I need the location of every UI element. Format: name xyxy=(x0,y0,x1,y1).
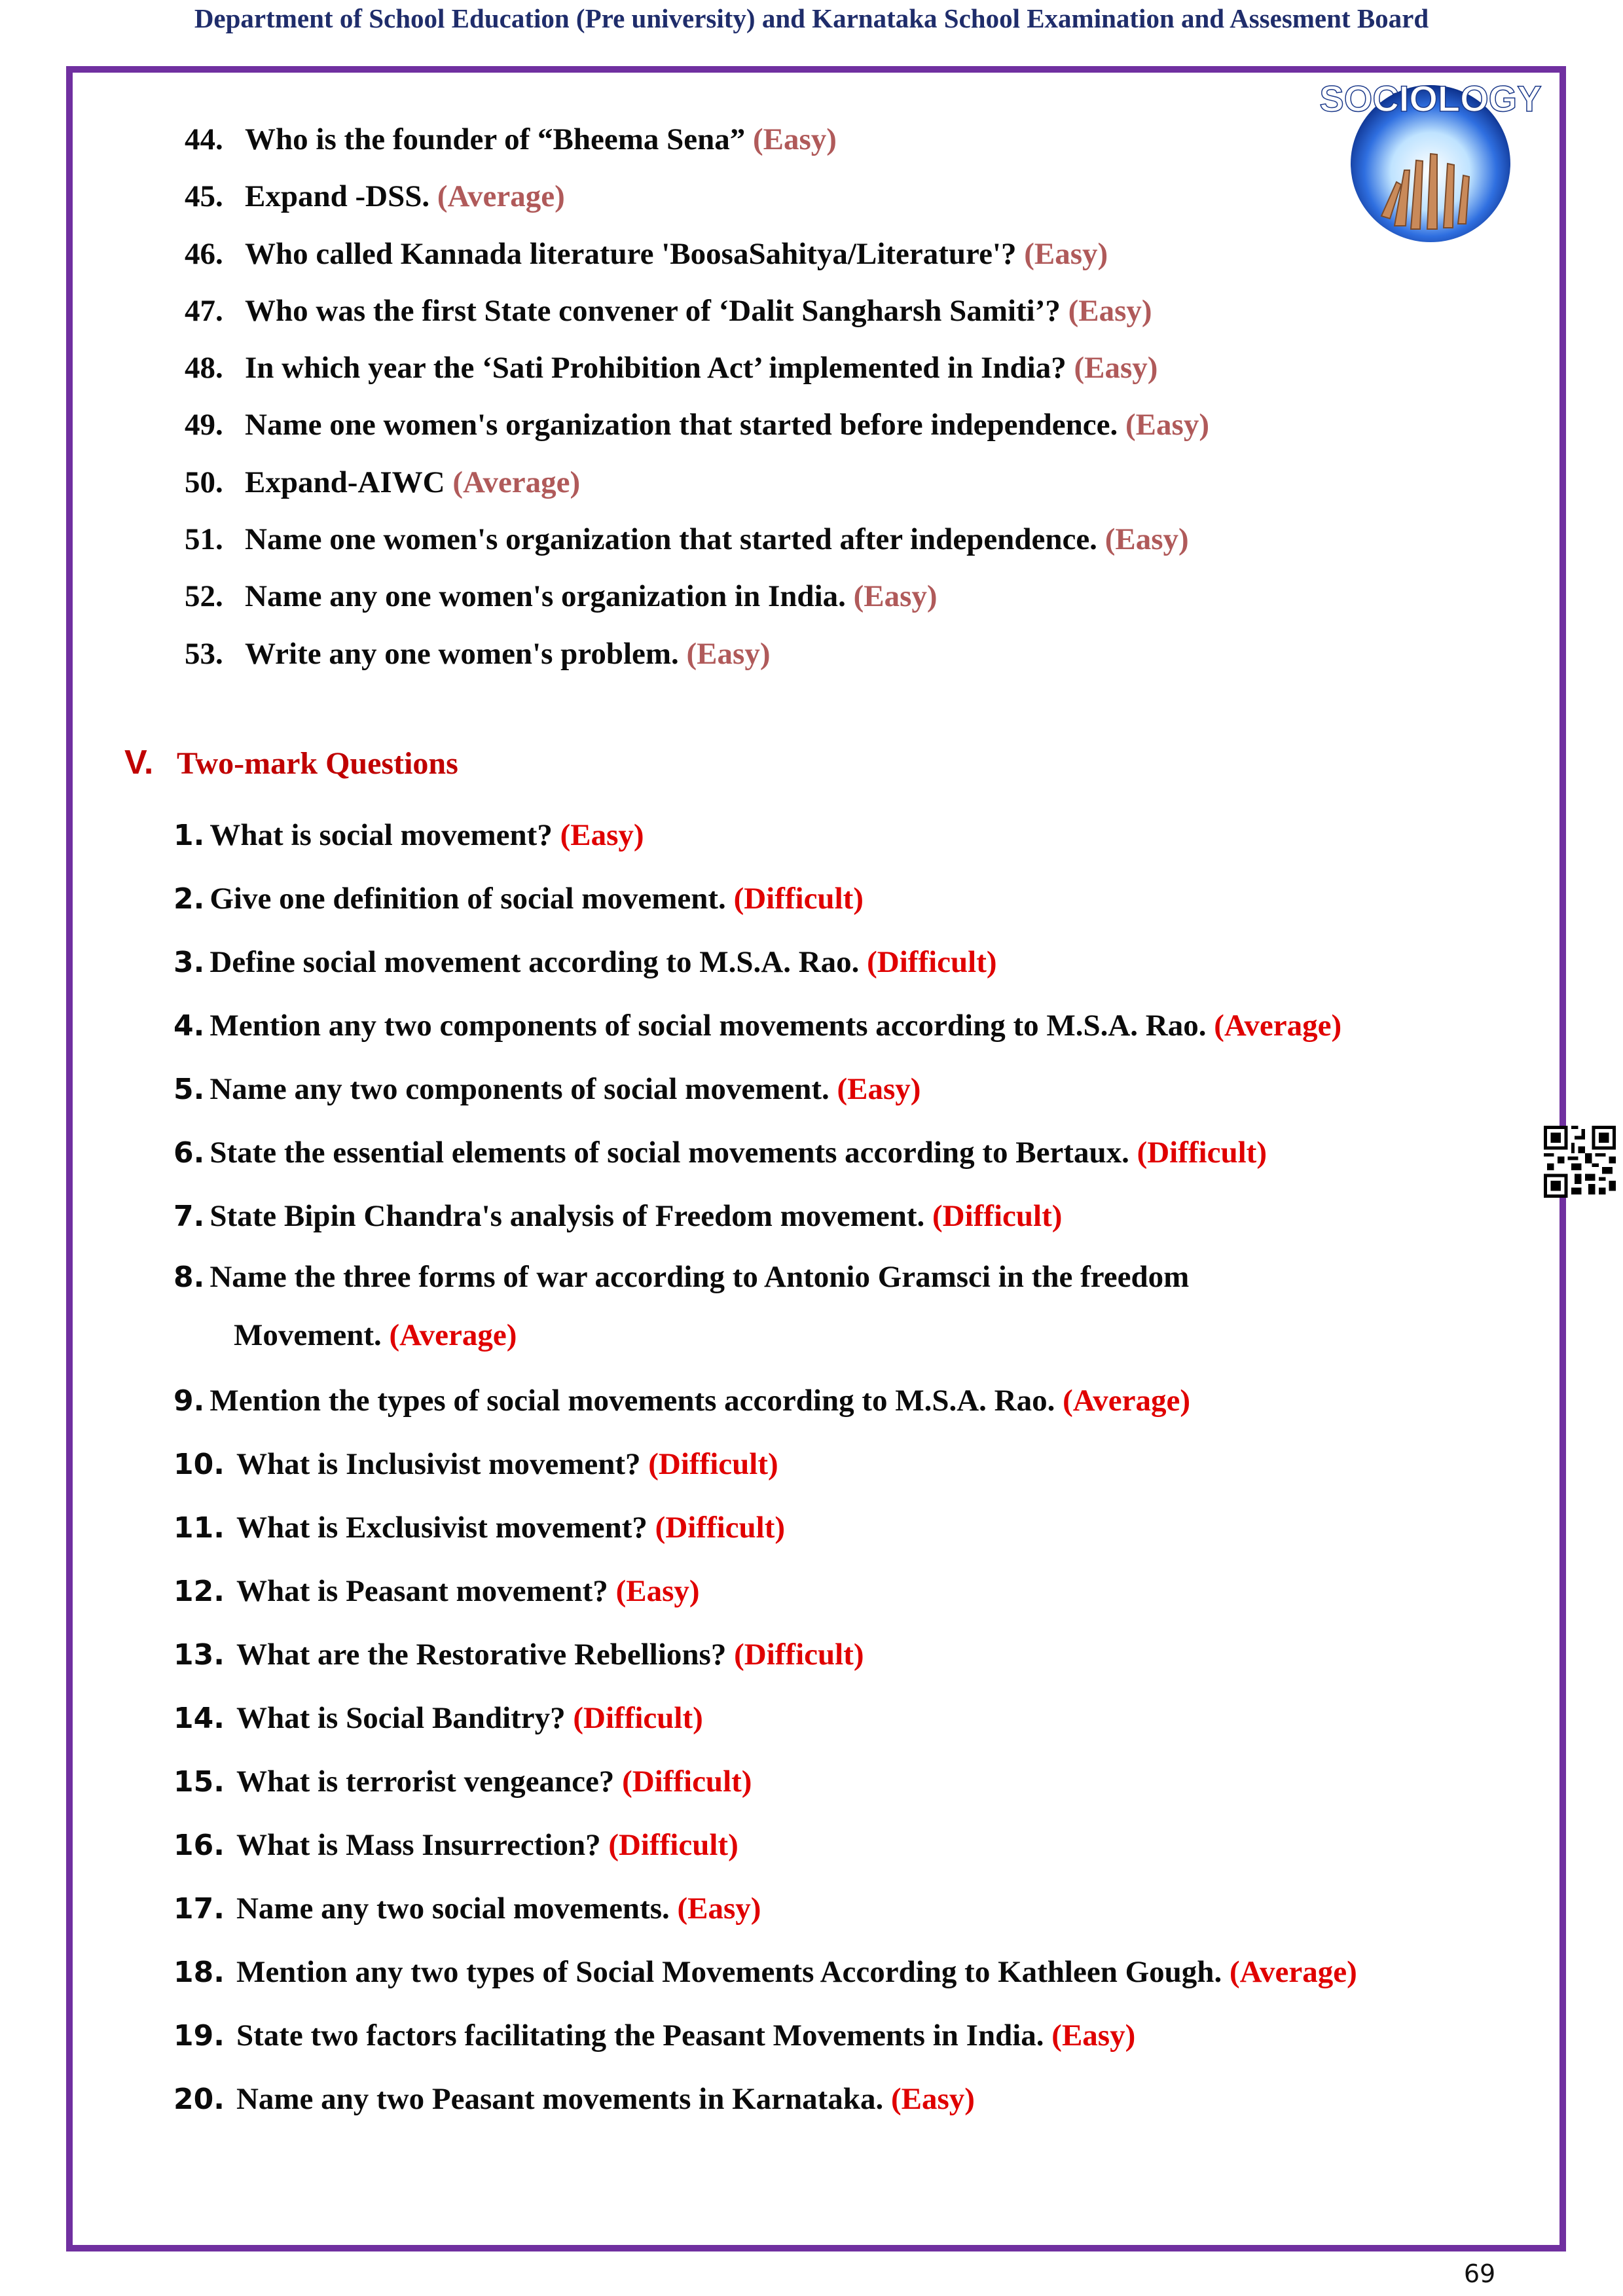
two-mark-questions-list xyxy=(173,804,1357,2131)
qr-code-icon[interactable] xyxy=(1544,1126,1616,1198)
list-item xyxy=(185,111,1209,168)
question-number: 48. xyxy=(185,351,223,386)
question-number: 1. xyxy=(173,819,205,852)
difficulty-label: (Average) xyxy=(1214,1009,1342,1043)
difficulty-label: (Easy) xyxy=(1104,522,1189,557)
question-number: 46. xyxy=(185,236,223,271)
list-item xyxy=(173,2004,1357,2068)
question-text: State the essential elements of social movements according to Bertaux. xyxy=(210,1136,1129,1170)
difficulty-label: (Easy) xyxy=(1074,351,1158,386)
list-item xyxy=(173,1185,1357,1248)
list-item xyxy=(173,1560,1357,1623)
question-number: 17. xyxy=(173,1892,225,1926)
sociology-logo xyxy=(1319,72,1542,249)
list-item xyxy=(185,511,1209,568)
question-number: 10. xyxy=(173,1448,225,1481)
difficulty-label: (Easy) xyxy=(1051,2018,1136,2053)
difficulty-label: (Difficult) xyxy=(1137,1136,1267,1170)
question-text: What is social movement? xyxy=(210,818,553,852)
difficulty-label: (Difficult) xyxy=(622,1765,752,1799)
list-item xyxy=(185,168,1209,225)
list-item xyxy=(173,1877,1357,1941)
question-text: Name one women's organization that started before independence. xyxy=(245,408,1118,442)
question-number: 49. xyxy=(185,408,223,442)
list-item xyxy=(173,1433,1357,1496)
list-item xyxy=(185,626,1209,683)
difficulty-label: (Difficult) xyxy=(733,882,864,916)
question-text-continued xyxy=(173,1306,1357,1364)
question-number: 20. xyxy=(173,2083,225,2116)
list-item xyxy=(173,931,1357,994)
difficulty-label: (Easy) xyxy=(1125,408,1209,442)
one-mark-questions-list xyxy=(185,111,1209,683)
list-item xyxy=(185,397,1209,454)
question-text: What is Inclusivist movement? xyxy=(236,1447,641,1481)
question-number: 45. xyxy=(185,179,223,214)
question-text: Who called Kannada literature 'BoosaSahitya/Literature'? xyxy=(245,236,1017,271)
difficulty-label: (Difficult) xyxy=(932,1199,1063,1233)
list-item xyxy=(185,283,1209,340)
question-number: 18. xyxy=(173,1956,225,1989)
question-number: 9. xyxy=(173,1384,205,1418)
list-item xyxy=(173,1248,1357,1369)
question-text: Name the three forms of war according to Antonio Gramsci in the freedom xyxy=(210,1260,1190,1294)
question-number: 5. xyxy=(173,1073,205,1106)
list-item xyxy=(173,1687,1357,1750)
difficulty-label: (Difficult) xyxy=(867,945,997,979)
question-number: 47. xyxy=(185,293,223,328)
question-text: Write any one women's problem. xyxy=(245,636,679,671)
question-text: In which year the ‘Sati Prohibition Act’ implemented in India? xyxy=(245,351,1067,386)
question-number: 2. xyxy=(173,882,205,916)
question-text: Mention any two components of social movements according to M.S.A. Rao. xyxy=(210,1009,1207,1043)
question-number: 7. xyxy=(173,1200,205,1233)
question-number: 4. xyxy=(173,1009,205,1043)
difficulty-label: (Difficult) xyxy=(608,1828,739,1862)
question-text: Name any two Peasant movements in Karnataka. xyxy=(236,2082,884,2116)
list-item xyxy=(173,1750,1357,1814)
question-text: Who was the first State convener of ‘Dalit Sangharsh Samiti’? xyxy=(245,293,1061,328)
question-text: What is terrorist vengeance? xyxy=(236,1765,615,1799)
question-text: What is Exclusivist movement? xyxy=(236,1511,647,1545)
difficulty-label: (Difficult) xyxy=(734,1638,864,1672)
question-number: 19. xyxy=(173,2019,225,2053)
list-item xyxy=(173,1623,1357,1687)
logo-text: SOCIOLOGY xyxy=(1319,78,1542,119)
list-item xyxy=(173,1496,1357,1560)
question-text: Mention the types of social movements according to M.S.A. Rao. xyxy=(210,1384,1055,1418)
question-text: Name any one women's organization in India. xyxy=(245,579,846,614)
question-text: Expand -DSS. xyxy=(245,179,430,214)
list-item xyxy=(173,804,1357,867)
question-number: 53. xyxy=(185,636,223,671)
list-item xyxy=(173,1814,1357,1877)
difficulty-label: (Easy) xyxy=(560,818,644,852)
question-number: 51. xyxy=(185,522,223,557)
question-text: Name any two social movements. xyxy=(236,1892,670,1926)
question-text: Give one definition of social movement. xyxy=(210,882,726,916)
question-number: 3. xyxy=(173,946,205,979)
question-number: 16. xyxy=(173,1829,225,1862)
list-item xyxy=(173,1941,1357,2004)
question-text: Name one women's organization that started after independence. xyxy=(245,522,1097,557)
difficulty-label: (Difficult) xyxy=(648,1447,778,1481)
list-item xyxy=(173,1121,1357,1185)
difficulty-label: (Easy) xyxy=(1068,293,1152,328)
page-header-title: Department of School Education (Pre university) and Karnataka School Examination and Assesment Board xyxy=(194,3,1429,33)
page-number: 69 xyxy=(1463,2259,1496,2288)
list-item xyxy=(173,2068,1357,2131)
question-number: 50. xyxy=(185,465,223,499)
list-item xyxy=(185,568,1209,625)
question-text-cont: Movement. xyxy=(234,1318,382,1352)
difficulty-label: (Difficult) xyxy=(573,1701,703,1735)
question-text: What is Social Banditry? xyxy=(236,1701,566,1735)
question-text: Define social movement according to M.S.A. Rao. xyxy=(210,945,860,979)
question-number: 13. xyxy=(173,1638,225,1672)
list-item xyxy=(173,1369,1357,1433)
difficulty-label: (Easy) xyxy=(890,2082,975,2116)
section-title: Two-mark Questions xyxy=(177,746,458,781)
question-text: What is Mass Insurrection? xyxy=(236,1828,601,1862)
difficulty-label: (Easy) xyxy=(686,636,771,671)
question-number: 44. xyxy=(185,122,223,156)
difficulty-label: (Difficult) xyxy=(655,1511,786,1545)
question-text: Name any two components of social movement. xyxy=(210,1072,830,1106)
list-item xyxy=(185,454,1209,511)
difficulty-label: (Easy) xyxy=(853,579,938,614)
question-text: State two factors facilitating the Peasant Movements in India. xyxy=(236,2018,1044,2053)
question-number: 52. xyxy=(185,579,223,614)
difficulty-label: (Average) xyxy=(452,465,581,499)
question-text: What is Peasant movement? xyxy=(236,1574,608,1608)
difficulty-label: (Average) xyxy=(389,1318,517,1352)
difficulty-label: (Average) xyxy=(1063,1384,1190,1418)
question-number: 8. xyxy=(173,1261,205,1294)
list-item xyxy=(185,340,1209,397)
list-item xyxy=(173,1058,1357,1121)
question-text: Who is the founder of “Bheema Sena” xyxy=(245,122,746,156)
list-item xyxy=(173,867,1357,931)
question-number: 6. xyxy=(173,1136,205,1170)
section-heading xyxy=(124,743,458,782)
difficulty-label: (Easy) xyxy=(752,122,837,156)
list-item xyxy=(173,994,1357,1058)
question-number: 14. xyxy=(173,1702,225,1735)
difficulty-label: (Average) xyxy=(1229,1955,1357,1989)
question-text: What are the Restorative Rebellions? xyxy=(236,1638,727,1672)
question-text: Expand-AIWC xyxy=(245,465,445,499)
difficulty-label: (Easy) xyxy=(1024,236,1108,271)
list-item xyxy=(185,226,1209,283)
question-number: 15. xyxy=(173,1765,225,1799)
section-number: V. xyxy=(124,744,154,781)
difficulty-label: (Easy) xyxy=(677,1892,761,1926)
difficulty-label: (Easy) xyxy=(837,1072,921,1106)
difficulty-label: (Average) xyxy=(437,179,565,214)
question-number: 12. xyxy=(173,1575,225,1608)
difficulty-label: (Easy) xyxy=(615,1574,700,1608)
question-number: 11. xyxy=(173,1511,225,1545)
question-text: State Bipin Chandra's analysis of Freedom movement. xyxy=(210,1199,925,1233)
question-text: Mention any two types of Social Movements According to Kathleen Gough. xyxy=(236,1955,1222,1989)
